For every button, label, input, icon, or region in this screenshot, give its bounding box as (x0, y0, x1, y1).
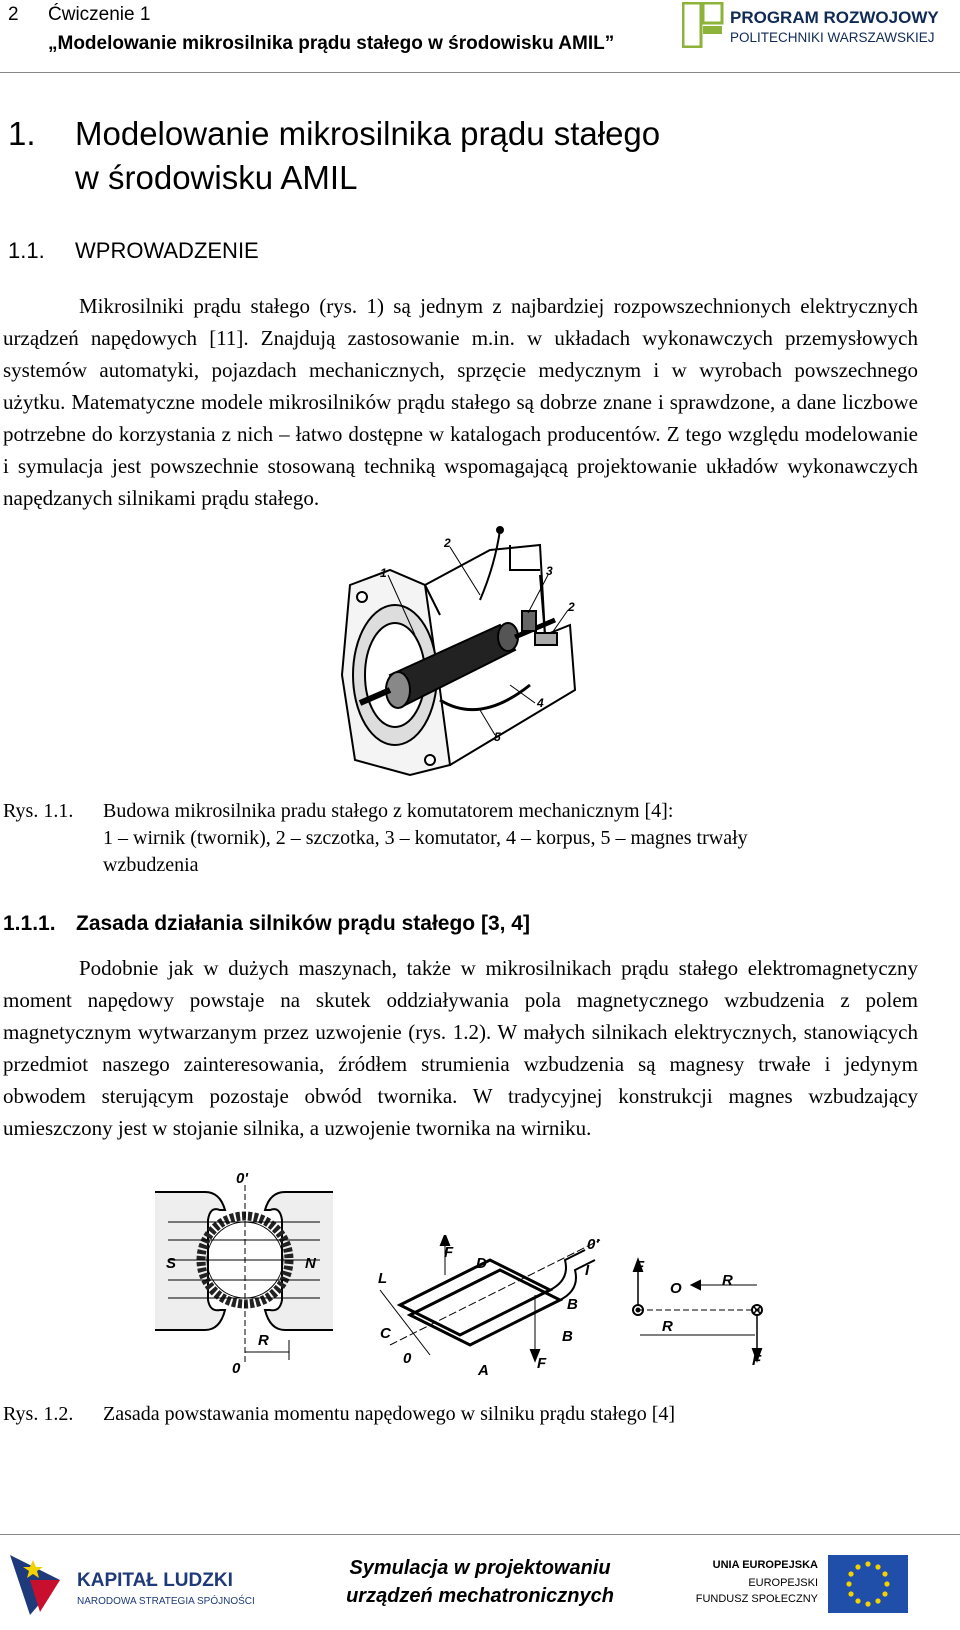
fig-a-label-bottom: 0 (232, 1360, 241, 1377)
kapital-ludzki-logo (5, 1550, 265, 1620)
chapter-title-line1: Modelowanie mikrosilnika prądu stałego (75, 115, 661, 152)
fig-c-label-f-top: F (635, 1258, 645, 1275)
fig-c-label-f-bot: F (752, 1352, 762, 1369)
principle-paragraph-text: Podobnie jak w dużych maszynach, także w mikrosilnikach prądu stałego elektromagnetyczny moment napędowy powstaje na skutek oddziaływania pola magnetycznego wzbudzenia z polem magnetycznym wytwarzanym przez uzwojenie (rys. 1.2). W małych silnikach elektrycznych, stanowiących przedmiot naszego zainteresowania, źródłem strumienia wzbudzenia są magnesy trwałe i jedynym obwodem sterującym pozostaje obwód twornika. W tradycyjnej konstrukcji magnes wzbudzający umieszczony jest w stojanie silnika, a uzwojenie twornika na wirniku. (3, 956, 918, 1140)
kapital-ludzki-emblem-icon (5, 1550, 67, 1620)
pw-logo-line1: PROGRAM ROZWOJOWY (730, 8, 939, 27)
footer-course-line2: urządzeń mechatronicznych (346, 1585, 614, 1607)
section-title: WPROWADZENIE (75, 238, 259, 263)
subsection-number: 1.1.1. (3, 912, 56, 935)
intro-paragraph (3, 290, 918, 514)
motor-cutaway-figure (330, 525, 600, 780)
fig-b-label-i: I (585, 1262, 590, 1279)
page-number: 2 (8, 4, 19, 25)
fig-b-label-l: L (378, 1270, 388, 1287)
force-couple-diagram-c (630, 1255, 770, 1370)
fig-b-label-b1: B (567, 1296, 578, 1313)
fig-b-label-zero: 0 (403, 1350, 412, 1367)
eu-line2: EUROPEJSKI (748, 1577, 818, 1589)
eu-flag-icon (828, 1555, 908, 1613)
fig-b-label-f-top: F (444, 1244, 454, 1261)
motor-label-5: 5 (494, 730, 501, 744)
subsection-title: Zasada działania silników prądu stałego [3, 4] (76, 912, 530, 935)
motor-label-2b: 2 (568, 600, 575, 614)
fig-b-label-o-prime: 0' (587, 1236, 599, 1253)
footer-course-title (330, 1554, 630, 1610)
principle-paragraph (3, 952, 918, 1144)
chapter-title-line2: w środowisku AMIL (75, 159, 358, 196)
figure1-caption-line3: wzbudzenia (103, 854, 199, 876)
fig-a-label-s: S (166, 1255, 177, 1272)
header-divider (0, 72, 960, 73)
kapital-ludzki-line2: NARODOWA STRATEGIA SPÓJNOŚCI (77, 1596, 255, 1607)
fig-b-label-c: C (380, 1325, 391, 1342)
fig-a-label-top: 0' (236, 1170, 248, 1187)
figure1-caption-line2: 1 – wirnik (twornik), 2 – szczotka, 3 – komutator, 4 – korpus, 5 – magnes trwały (103, 827, 748, 849)
motor-label-2a: 2 (444, 536, 451, 550)
section-number: 1.1. (8, 238, 45, 263)
eu-line3: FUNDUSZ SPOŁECZNY (695, 1593, 818, 1605)
header-exercise: Ćwiczenie 1 (48, 4, 151, 25)
field-diagram-a (150, 1170, 340, 1380)
chapter-number: 1. (8, 115, 36, 152)
fig-b-label-f-bot: F (537, 1355, 547, 1372)
fig-c-label-o: O (670, 1280, 682, 1297)
figure1-caption-label: Rys. 1.1. (3, 800, 74, 822)
eu-fund-logo (690, 1553, 955, 1623)
footer-divider (0, 1534, 960, 1535)
motor-label-1: 1 (380, 566, 387, 580)
figure2-caption-label: Rys. 1.2. (3, 1403, 74, 1425)
figure1-caption-line1: Budowa mikrosilnika pradu stałego z komutatorem mechanicznym [4]: (103, 800, 674, 822)
fig-a-label-r: R (258, 1332, 269, 1349)
fig-c-label-r2: R (662, 1318, 673, 1335)
figure2-caption-text: Zasada powstawania momentu napędowego w silniku prądu stałego [4] (103, 1403, 676, 1425)
fig-a-label-n: N (305, 1255, 316, 1272)
header-subtitle: „Modelowanie mikrosilnika prądu stałego w środowisku AMIL” (48, 33, 615, 54)
fig-c-label-r1: R (722, 1272, 733, 1289)
fig-b-label-b2: B (562, 1328, 573, 1345)
intro-paragraph-text: Mikrosilniki prądu stałego (rys. 1) są jednym z najbardziej rozpowszechnionych elektrycznych urządzeń napędowych [11]. Znajdują zastosowanie m.in. w układach wykonawczych przemysłowych systemów automatyki, pojazdach mechanicznych, sprzęcie medycznym i w wyrobach powszechnego użytku. Matematyczne modele mikrosilników prądu stałego są dobrze znane i sprawdzone, a dane liczbowe potrzebne do korzystania z nich – łatwo dostępne w katalogach producentów. Z tego względu modelowanie i symulacja jest powszechnie stosowaną techniką wspomagającą projektowanie układów wykonawczych napędzanych silnikami prądu stałego. (3, 294, 918, 510)
eu-line1: UNIA EUROPEJSKA (712, 1559, 818, 1571)
motor-label-4: 4 (537, 696, 544, 710)
fig-b-label-a: A (478, 1362, 489, 1379)
motor-label-3: 3 (546, 564, 553, 578)
fig-b-label-d: D (476, 1255, 487, 1272)
pw-logo-mark-icon (682, 2, 724, 48)
footer-course-line1: Symulacja w projektowaniu (349, 1557, 611, 1579)
kapital-ludzki-line1: KAPITAŁ LUDZKI (77, 1570, 233, 1591)
pw-logo-line2: POLITECHNIKI WARSZAWSKIEJ (730, 30, 935, 45)
pw-program-logo (682, 2, 957, 52)
